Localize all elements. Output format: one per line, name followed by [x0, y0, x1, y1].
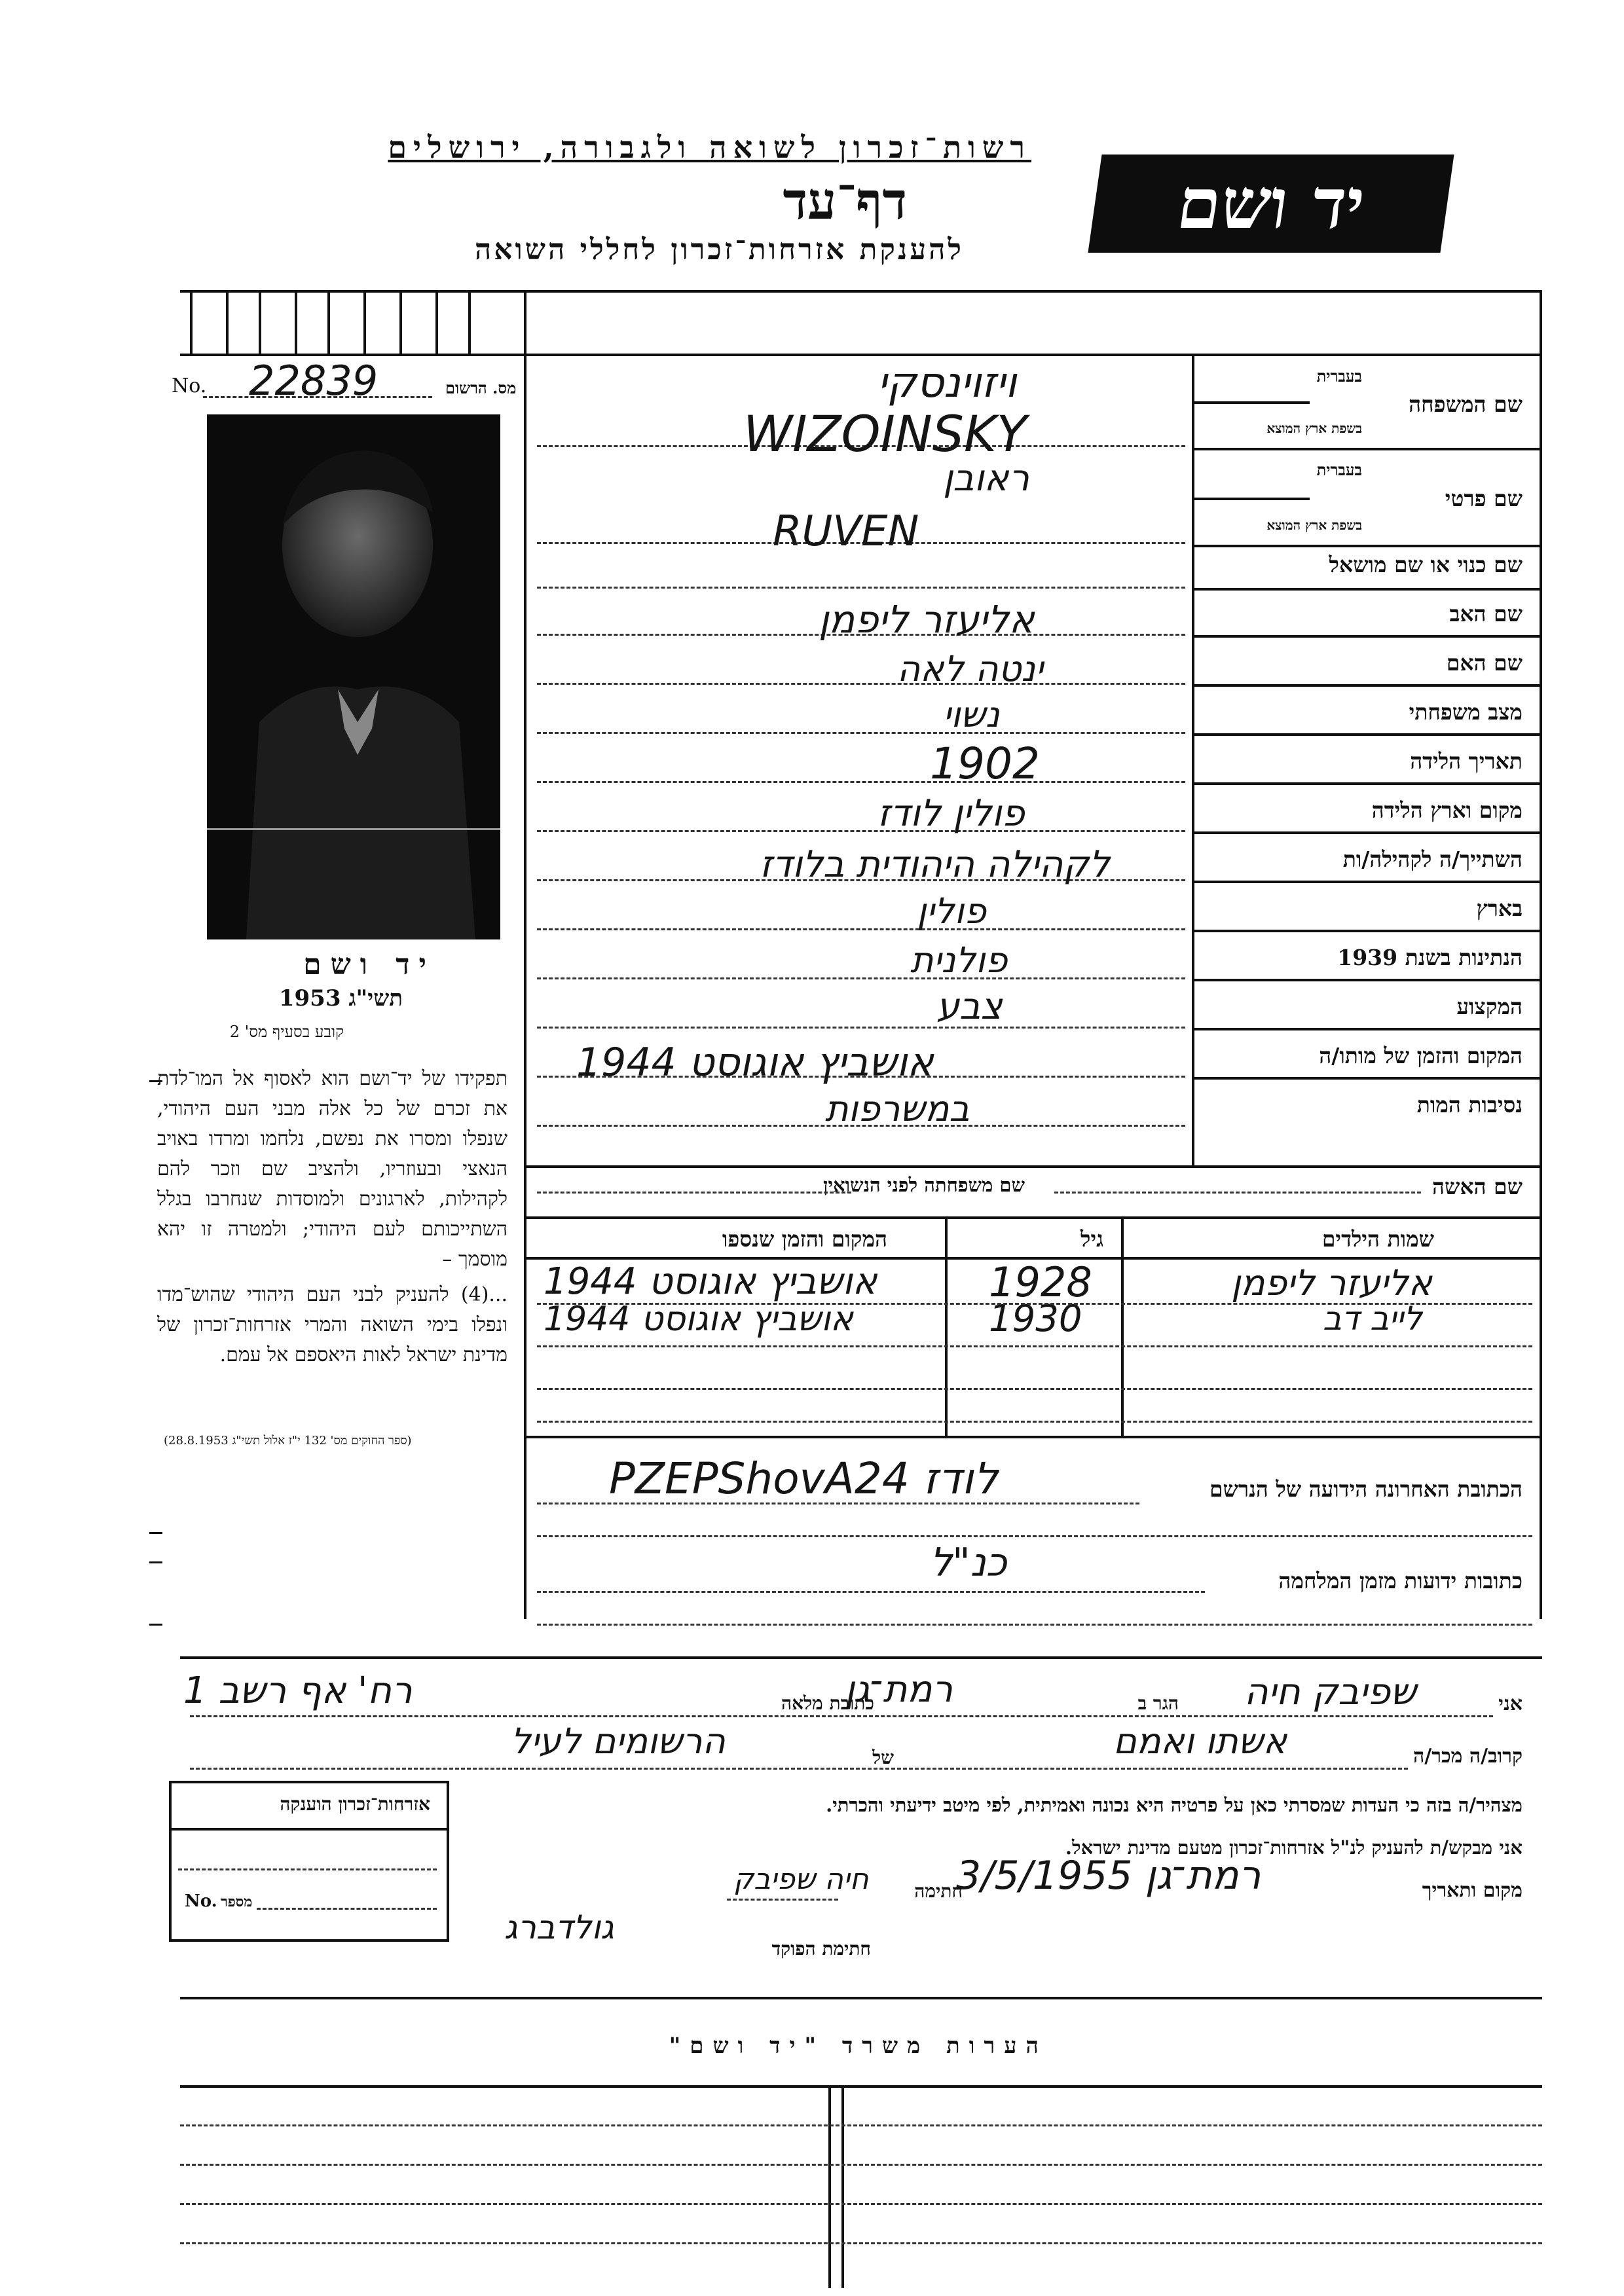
section-line	[524, 1165, 1541, 1168]
section-line	[524, 1216, 1541, 1219]
right-frame-line	[1540, 290, 1542, 1619]
photo-caption-title: יד ושם	[303, 948, 435, 981]
wife-label: שם האשה	[1432, 1174, 1522, 1199]
family-in-hebrew-label: בעברית	[1316, 367, 1362, 386]
declarant-line	[190, 1715, 1493, 1717]
value-line	[537, 683, 1185, 685]
child-1-place: אושביץ אוגוסט 1944	[544, 1260, 877, 1303]
citizenship-no-dots	[257, 1908, 437, 1910]
label-column-line	[1192, 354, 1194, 1165]
registration-he-label: מס. הרשום	[445, 378, 517, 397]
tally-line	[327, 290, 330, 354]
child-2-age: 1930	[989, 1298, 1082, 1340]
value-line	[537, 781, 1185, 783]
form-subtitle: להענקת אזרחות־זכרון לחללי השואה	[474, 233, 964, 266]
wife-value-line	[1054, 1192, 1421, 1194]
row-line	[1192, 588, 1541, 591]
first-sub-line	[1192, 498, 1310, 500]
margin-mark	[149, 1561, 162, 1563]
children-place-header: המקום והזמן שנספו	[722, 1226, 887, 1252]
remarks-title: הערות משרד "יד ושם"	[669, 2033, 1048, 2059]
margin-mark	[149, 1624, 162, 1626]
officer-signature: גולדברג	[504, 1908, 614, 1946]
tally-line	[399, 290, 402, 354]
remarks-line	[180, 2242, 1542, 2244]
tally-line	[226, 290, 229, 354]
declarant-top-line	[180, 1656, 1542, 1659]
row-line	[1192, 930, 1541, 932]
declaration-text: מצהיר/ה בזה כי העדות שמסרתי כאן על פרטיה היא נכונה ואמיתית, לפי מיטב ידיעתי והכרתי.	[826, 1794, 1522, 1816]
center-divider-line	[524, 290, 526, 1619]
signature-line	[727, 1899, 838, 1901]
registration-no-label: No.	[172, 374, 207, 397]
birthdate-label: תאריך הלידה	[1410, 748, 1522, 774]
maiden-value-line	[537, 1192, 851, 1194]
row-line	[1192, 782, 1541, 785]
child-row-line	[537, 1388, 1532, 1390]
photo-caption-law: קובע בסעיף מס' 2	[229, 1023, 344, 1041]
declarant-address: רח' אף רשב 1	[183, 1669, 413, 1712]
address-line	[537, 1503, 1139, 1504]
photo-caption-year: תשי"ג 1953	[278, 985, 403, 1011]
row-line	[1192, 635, 1541, 638]
footer-divider	[841, 2085, 844, 2288]
marital-value: נשוי	[943, 694, 1000, 735]
row-line	[1192, 1077, 1541, 1080]
nickname-label: שם כנוי או שם מושאל	[1329, 552, 1522, 577]
citizenship-box-dots	[178, 1868, 437, 1870]
family-name-origin-value: WIZOINSKY	[743, 405, 1027, 463]
place-date-value: רמת־גן 3/5/1955	[956, 1853, 1261, 1899]
law-citation: (ספר החוקים מס' 132 י"ז אלול תשי"ג 28.8.1953)	[164, 1434, 412, 1448]
remarks-line	[180, 2164, 1542, 2166]
citizenship-box-title: אזרחות־זכרון הוענקה	[280, 1793, 430, 1815]
address-line	[537, 1535, 1532, 1537]
first-origin-label: בשפת ארץ המוצא	[1266, 517, 1362, 533]
relative-label: קרוב/ה מכר/ה	[1413, 1745, 1522, 1768]
country-label: בארץ	[1476, 896, 1522, 921]
row-line	[1192, 979, 1541, 981]
declarant-of-value: הרשומים לעיל	[511, 1721, 726, 1762]
birthplace-value: פולין לודז	[877, 792, 1025, 835]
profession-label: המקצוע	[1456, 994, 1522, 1019]
portrait-photo	[207, 414, 500, 939]
row-line	[1192, 448, 1541, 450]
child-2-place: אושביץ אוגוסט 1944	[544, 1300, 853, 1339]
declarant-relation: אשתו ואמם	[1113, 1721, 1287, 1762]
margin-mark	[149, 1532, 162, 1534]
footer-line	[180, 2085, 1542, 2088]
registration-no-value: 22839	[249, 357, 378, 405]
death-value: אושביץ אוגוסט 1944	[576, 1040, 934, 1085]
row-line	[1192, 1028, 1541, 1030]
authority-title: רשות־זכרון לשואה ולגבורה, ירושלים	[388, 130, 1031, 165]
profession-value: צבע	[936, 985, 1003, 1028]
child-1-age: 1928	[989, 1258, 1092, 1306]
value-line	[537, 732, 1185, 734]
community-label: השתייך/ה לקהילה/ות	[1342, 847, 1522, 872]
address-line	[537, 1591, 1205, 1593]
children-col-line	[945, 1216, 948, 1436]
children-col-line	[1121, 1216, 1124, 1436]
top-frame-line	[180, 290, 1542, 293]
logo-text: יד ושם	[1172, 162, 1370, 244]
citizenship-granted-box	[169, 1781, 449, 1942]
row-line	[1192, 545, 1541, 547]
citizenship-box-line	[172, 1828, 447, 1831]
mother-label: שם האם	[1446, 650, 1522, 676]
declarant-lives-label: הגר ב	[1137, 1692, 1179, 1714]
remarks-line	[180, 2124, 1542, 2126]
war-address-label: כתובות ידועות מזמן המלחמה	[1278, 1568, 1522, 1594]
row-line	[1192, 684, 1541, 687]
place-date-label: מקום ותאריך	[1422, 1879, 1522, 1902]
row-line	[1192, 831, 1541, 834]
declarant-line	[190, 1768, 1408, 1770]
death-cause-label: נסיבות המות	[1416, 1092, 1522, 1118]
death-cause-value: במשרפות	[825, 1088, 970, 1129]
value-line	[537, 928, 1185, 930]
declarant-signature: חיה שפיבק	[733, 1863, 869, 1896]
footer-top-line	[180, 1997, 1542, 1999]
child-row-line	[537, 1421, 1532, 1423]
citizenship-label: הנתינות בשנת 1939	[1337, 945, 1522, 970]
footer-divider	[828, 2085, 831, 2288]
children-age-header: גיל	[1080, 1226, 1103, 1252]
children-names-header: שמות הילדים	[1321, 1226, 1434, 1252]
father-value: אליעזר ליפמן	[819, 597, 1035, 642]
last-address-value: PZEPShovA24 לודז	[609, 1453, 999, 1504]
citizenship-no-he-label: מספר	[221, 1893, 253, 1910]
marital-label: מצב משפחתי	[1409, 699, 1522, 725]
mother-value: ינטה לאה	[897, 648, 1044, 689]
tally-line	[435, 290, 438, 354]
child-1-name: אליעזר ליפמן	[1231, 1262, 1432, 1303]
death-place-label: המקום והזמן של מותו/ה	[1319, 1043, 1522, 1068]
maiden-name-label: שם משפחתה לפני הנשואין	[823, 1174, 1025, 1196]
tally-line	[363, 290, 366, 354]
tally-line	[190, 290, 193, 354]
address-line	[537, 1624, 1532, 1626]
full-address-label: כתובת מלאה	[781, 1692, 874, 1714]
citizenship-value: פולנית	[910, 939, 1008, 981]
of-label: של	[872, 1747, 894, 1768]
child-2-name: לייב דב	[1323, 1300, 1422, 1338]
child-row-line	[537, 1303, 1532, 1305]
first-in-hebrew-label: בעברית	[1316, 460, 1362, 479]
margin-mark	[149, 1080, 162, 1082]
officer-signature-label: חתימת הפוקד	[771, 1938, 871, 1959]
birthdate-value: 1902	[930, 738, 1040, 789]
portrait-figure	[207, 414, 500, 939]
law-paragraph-2: ...(4) להעניק לבני העם היהודי שהוש־מדו ונפלו בימי השואה והמרי אזרחות־זכרון של מדינת ישראל לאות היאספם אל עמם.	[157, 1283, 507, 1366]
declarant-city: רמת־גן	[845, 1668, 953, 1711]
signature-label: חתימה	[914, 1880, 963, 1902]
war-address-value: כנ"ל	[930, 1540, 1007, 1586]
family-name-hebrew-value: ויזוינסקי	[877, 359, 1017, 407]
right-top-line	[524, 354, 1541, 356]
country-value: פולין	[917, 890, 986, 932]
tally-line	[259, 290, 261, 354]
tally-line	[468, 290, 471, 354]
first-name-label: שם פרטי	[1445, 486, 1522, 511]
row-line	[1192, 733, 1541, 736]
value-line	[537, 977, 1185, 979]
remarks-line	[180, 2203, 1542, 2205]
declarant-name: שפיבק חיה	[1244, 1671, 1416, 1713]
family-name-label: שם המשפחה	[1409, 392, 1522, 417]
value-line	[537, 830, 1185, 832]
father-label: שם האב	[1449, 601, 1522, 627]
row-line	[1192, 881, 1541, 883]
section-line	[524, 1436, 1541, 1438]
left-top-line	[180, 354, 524, 356]
yad-vashem-logo	[1088, 155, 1454, 253]
citizenship-no-label: No.	[185, 1891, 217, 1911]
family-origin-label: בשפת ארץ המוצא	[1266, 420, 1362, 436]
value-line	[537, 1027, 1185, 1029]
first-name-hebrew-value: ראובן	[943, 457, 1029, 500]
first-name-origin-value: RUVEN	[773, 507, 919, 556]
community-value: לקהילה היהודית בלודז	[760, 843, 1110, 886]
value-line	[537, 587, 1185, 589]
family-sub-line	[1192, 401, 1310, 404]
last-address-label: הכתובת האחרונה הידועה של הנרשם	[1209, 1476, 1522, 1502]
registration-dots	[203, 396, 432, 398]
child-row-line	[537, 1345, 1532, 1347]
birthplace-label: מקום וארץ הלידה	[1371, 797, 1522, 823]
request-text: אני מבקש/ת להעניק לנ"ל אזרחות־זכרון מטעם מדינת ישראל.	[1065, 1836, 1522, 1859]
tally-line	[295, 290, 297, 354]
law-paragraph-1: תפקידו של יד־ושם הוא לאסוף אל המו־לדת את זכרם של כל אלה מבני העם היהודי, שנפלו ומסרו את נפשם, נלחמו ומרדו באויב הנאצי ובעוזריו, ולהציב שם וזכר להם לקהילות, לארגונים ולמוסדות שנחרבו בגלל השתייכותם לעם היהודי; ולמטרה זו יהא מוסמך –	[157, 1067, 507, 1271]
form-title: דף־עד	[783, 172, 907, 231]
declarant-ani-label: אני	[1498, 1692, 1522, 1715]
